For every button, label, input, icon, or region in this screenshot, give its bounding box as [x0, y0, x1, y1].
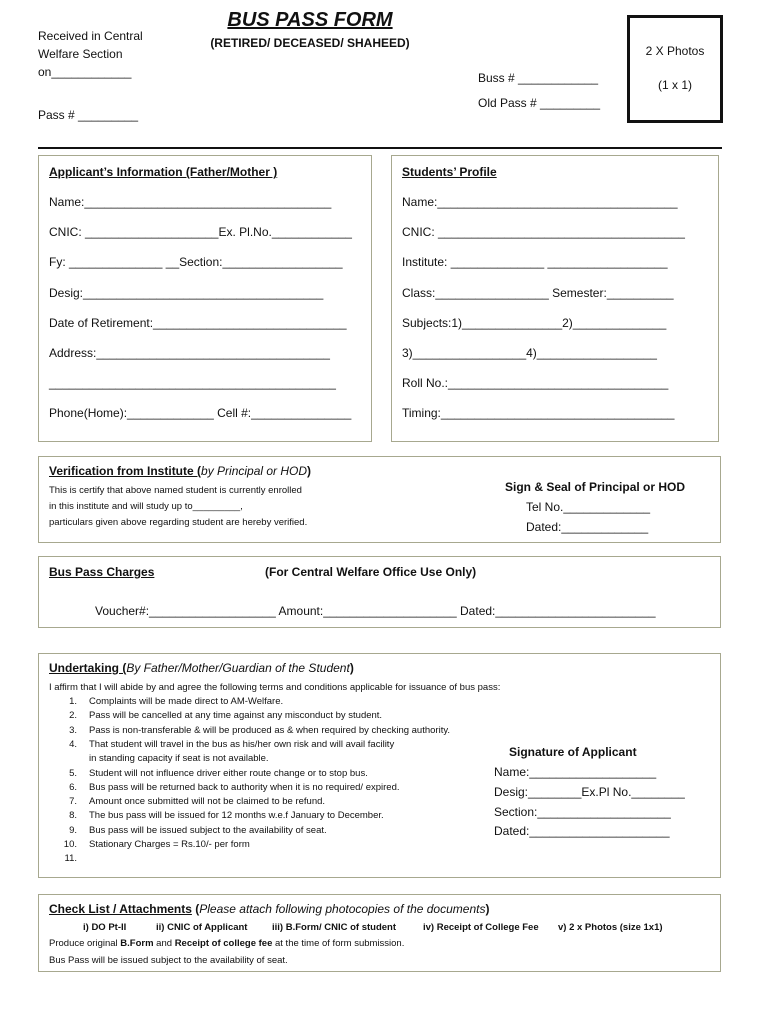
photo-box[interactable] — [627, 15, 723, 123]
checklist-heading-text: Check List / Attachments — [49, 902, 192, 916]
applicant-address-line-2[interactable]: ___________________________________________ — [49, 376, 336, 390]
received-line-2: Welfare Section — [38, 47, 123, 61]
list-item-text: That student will travel in the bus as his/her own risk and will avail facility — [89, 739, 395, 750]
list-item — [51, 710, 382, 722]
list-item-number: 4. — [69, 739, 77, 750]
student-heading: Students’ Profile — [402, 165, 497, 179]
old-pass-number-field[interactable]: Old Pass # _________ — [478, 96, 601, 110]
list-item — [51, 725, 450, 737]
signature-name-field[interactable]: Name:___________________ — [494, 765, 657, 779]
applicant-heading: Applicant’s Information (Father/Mother ) — [49, 165, 278, 179]
list-item — [51, 853, 89, 865]
list-item-number: 11. — [64, 853, 77, 864]
student-timing-field[interactable]: Timing:___________________________________ — [402, 406, 675, 420]
checklist-section — [38, 894, 721, 972]
list-item-text: Stationary Charges = Rs.10/- per form — [89, 839, 250, 850]
checklist-item-bform-student[interactable]: iii) B.Form/ CNIC of student — [272, 922, 397, 933]
undertaking-heading-italic: By Father/Mother/Guardian of the Student — [126, 661, 350, 675]
student-subjects-field-2[interactable]: 3)_________________4)__________________ — [402, 346, 657, 360]
principal-sign-title: Sign & Seal of Principal or HOD — [505, 480, 686, 494]
checklist-footer: Bus Pass will be issued subject to the availability of seat. — [49, 955, 288, 966]
verification-heading-italic: by Principal or HOD — [201, 464, 308, 478]
student-roll-no-field[interactable]: Roll No.:_________________________________ — [402, 376, 669, 390]
list-item-text: Amount once submitted will not be claimed to be refund. — [89, 796, 326, 807]
list-item-text: Pass will be cancelled at any time against any misconduct by student. — [89, 710, 383, 721]
list-item — [51, 825, 327, 837]
student-institute-field[interactable]: Institute: ______________ __________________ — [402, 255, 668, 269]
list-item-number: 3. — [69, 725, 77, 736]
list-item — [51, 753, 269, 765]
buss-number-field[interactable]: Buss # ____________ — [478, 71, 599, 85]
list-item-number: 10. — [63, 839, 77, 850]
list-item-text: The bus pass will be issued for 12 months w.e.f January to December. — [89, 810, 384, 821]
student-name-field[interactable]: Name:____________________________________ — [402, 195, 678, 209]
checklist-heading-open: ( — [195, 902, 200, 916]
header-divider — [38, 147, 722, 149]
page-subtitle: (RETIRED/ DECEASED/ SHAHEED) — [210, 36, 410, 50]
undertaking-heading — [49, 661, 354, 675]
checklist-item-photos[interactable]: v) 2 x Photos (size 1x1) — [558, 922, 663, 933]
applicant-name-field[interactable]: Name:_____________________________________ — [49, 195, 332, 209]
received-line-1: Received in Central — [38, 29, 143, 43]
note-receipt: Receipt of college fee — [174, 938, 273, 949]
checklist-item-fee-receipt[interactable]: iv) Receipt of College Fee — [423, 922, 539, 933]
applicant-signature-title: Signature of Applicant — [509, 745, 637, 759]
checklist-item-do[interactable]: i) DO Pt-II — [83, 922, 127, 933]
note-text-post: at the time of form submission. — [272, 938, 405, 949]
applicant-info-section — [38, 155, 372, 442]
checklist-item-cnic-applicant[interactable]: ii) CNIC of Applicant — [156, 922, 248, 933]
verification-heading — [49, 464, 311, 478]
note-text-mid: and — [153, 938, 175, 949]
note-bform: B.Form — [120, 938, 154, 949]
list-item — [51, 796, 325, 808]
office-use-note: (For Central Welfare Office Use Only) — [265, 565, 477, 579]
applicant-desig-field[interactable]: Desig:____________________________________ — [49, 286, 324, 300]
list-item-number: 5. — [69, 768, 77, 779]
list-item-number: 7. — [69, 796, 77, 807]
list-item-text: Pass is non-transferable & will be produced as & when required by checking authority. — [89, 725, 451, 736]
list-item — [51, 696, 283, 708]
pass-number-field[interactable]: Pass # _________ — [38, 108, 139, 122]
signature-dated-field[interactable]: Dated:_____________________ — [494, 824, 670, 838]
verification-heading-text: Verification from Institute ( — [49, 464, 202, 478]
list-item-text: in standing capacity if seat is not available. — [89, 753, 269, 764]
verification-line-3: particulars given above regarding student are hereby verified. — [49, 517, 308, 528]
checklist-heading-close: ) — [485, 902, 490, 916]
undertaking-heading-text: Undertaking ( — [49, 661, 127, 675]
applicant-fy-section-field[interactable]: Fy: ______________ __Section:__________________ — [49, 255, 343, 269]
undertaking-section — [38, 653, 721, 878]
list-item — [51, 839, 250, 851]
applicant-address-field[interactable]: Address:___________________________________ — [49, 346, 330, 360]
photo-count-label: 2 X Photos — [645, 44, 705, 58]
applicant-retirement-date-field[interactable]: Date of Retirement:_____________________________ — [49, 316, 347, 330]
student-cnic-field[interactable]: CNIC: _____________________________________ — [402, 225, 685, 239]
principal-tel-field[interactable]: Tel No._____________ — [526, 500, 651, 514]
signature-section-field[interactable]: Section:____________________ — [494, 805, 671, 819]
list-item-text: Bus pass will be issued subject to the availability of seat. — [89, 825, 327, 836]
applicant-cnic-field[interactable]: CNIC: ____________________Ex. Pl.No.____________ — [49, 225, 352, 239]
checklist-heading-italic: Please attach following photocopies of the documents — [199, 902, 486, 916]
verification-line-1: This is certify that above named student is currently enrolled — [49, 485, 302, 496]
voucher-amount-dated-field[interactable]: Voucher#:___________________ Amount:____________________ Dated:________________________ — [95, 604, 656, 618]
list-item-number: 2. — [69, 710, 77, 721]
charges-heading: Bus Pass Charges — [49, 565, 155, 579]
principal-dated-field[interactable]: Dated:_____________ — [526, 520, 649, 534]
bus-pass-charges-section — [38, 556, 721, 628]
received-on-field[interactable]: on____________ — [38, 65, 132, 79]
list-item-number: 9. — [69, 825, 77, 836]
verification-line-2[interactable]: in this institute and will study up to_________, — [49, 501, 243, 512]
undertaking-heading-close: ) — [349, 661, 354, 675]
list-item — [51, 768, 368, 780]
student-profile-section — [391, 155, 719, 442]
list-item-text: Student will not influence driver either route change or to stop bus. — [89, 768, 368, 779]
list-item — [51, 739, 394, 751]
list-item-text: Complaints will be made direct to AM-Welfare. — [89, 696, 284, 707]
checklist-note — [49, 937, 404, 951]
list-item — [51, 810, 384, 822]
list-item-number: 6. — [69, 782, 77, 793]
note-text-pre: Produce original — [49, 938, 121, 949]
list-item-number: 1. — [69, 696, 77, 707]
list-item — [51, 782, 400, 794]
verification-section — [38, 456, 721, 543]
undertaking-intro: I affirm that I will abide by and agree the following terms and conditions applicable for issuance of bus pass: — [49, 682, 501, 693]
signature-desig-field[interactable]: Desig:________Ex.Pl No.________ — [494, 785, 685, 799]
student-subjects-field[interactable]: Subjects:1)_______________2)______________ — [402, 316, 667, 330]
list-item-number: 8. — [69, 810, 77, 821]
page-title: BUS PASS FORM — [227, 9, 393, 31]
list-item-text: Bus pass will be returned back to authority when it is no required/ expired. — [89, 782, 400, 793]
photo-size-label: (1 x 1) — [657, 78, 692, 92]
applicant-phone-field[interactable]: Phone(Home):_____________ Cell #:_______________ — [49, 406, 352, 420]
student-class-semester-field[interactable]: Class:_________________ Semester:__________ — [402, 286, 674, 300]
checklist-heading — [49, 902, 489, 916]
verification-heading-close: ) — [307, 464, 312, 478]
